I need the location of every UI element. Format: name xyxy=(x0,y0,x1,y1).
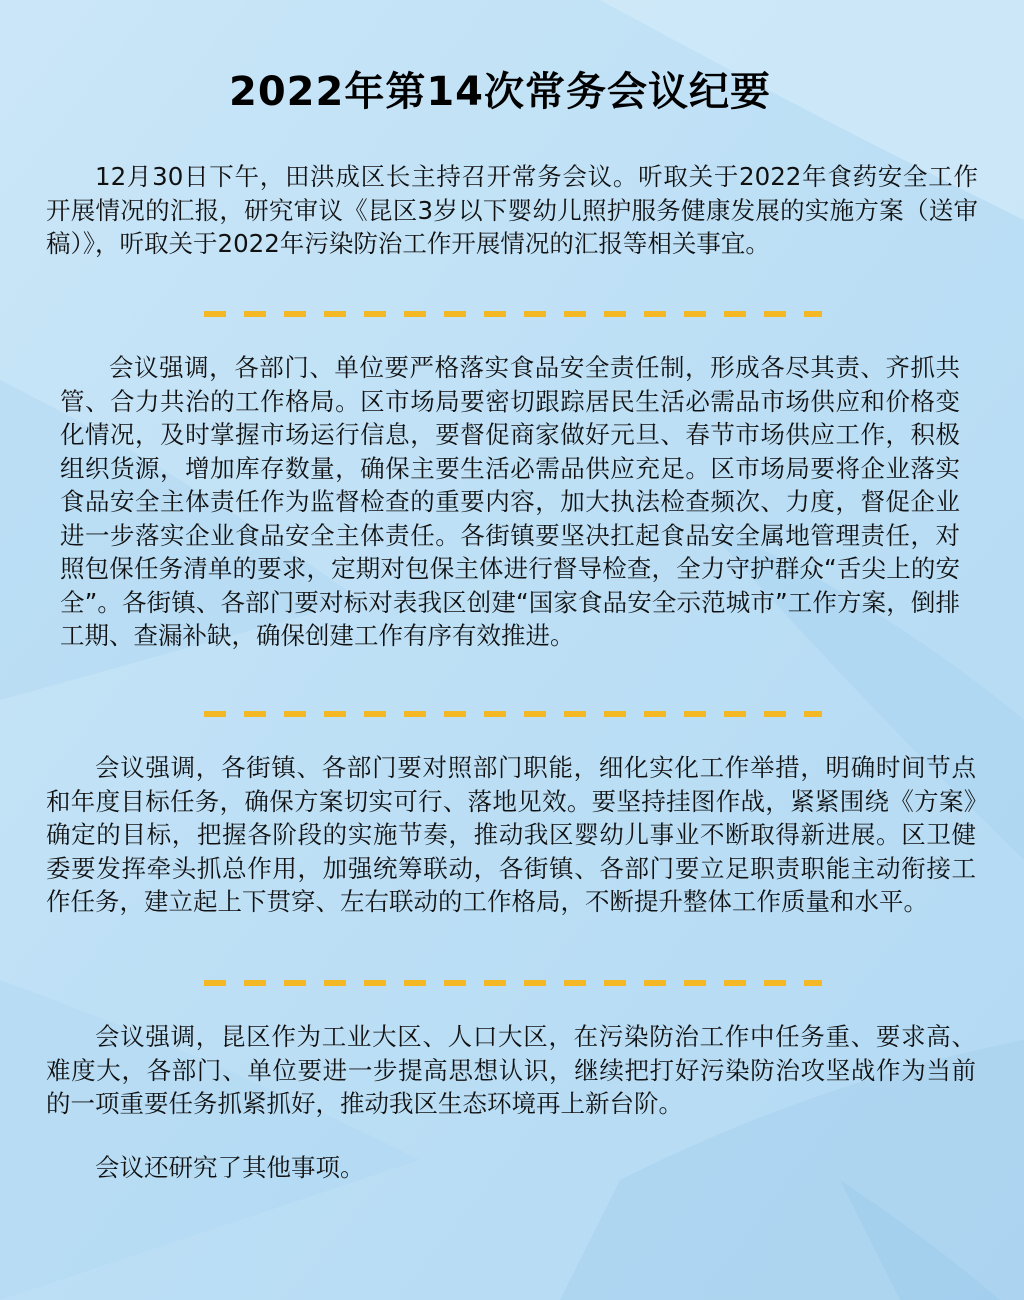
dashed-divider xyxy=(204,980,822,986)
paragraph-infant-care: 会议强调，各街镇、各部门要对照部门职能，细化实化工作举措，明确时间节点和年度目标任务，确保方案切实可行、落地见效。要坚持挂图作战，紧紧围绕《方案》确定的目标，把握各阶段的实施节奏，推动我区婴幼儿事业不断取得新进展。区卫健委要发挥牵头抓总作用，加强统筹联动，各街镇、各部门要立足职责职能主动衔接工作任务，建立起上下贯穿、左右联动的工作格局，不断提升整体工作质量和水平。 xyxy=(46,753,976,916)
paragraph-intro: 12月30日下午，田洪成区长主持召开常务会议。听取关于2022年食药安全工作开展情况的汇报，研究审议《昆区3岁以下婴幼儿照护服务健康发展的实施方案（送审稿）》，听取关于2022年污染防治工作开展情况的汇报等相关事宜。 xyxy=(46,162,978,258)
paragraph-pollution-control: 会议强调，昆区作为工业大区、人口大区，在污染防治工作中任务重、要求高、难度大，各部门、单位要进一步提高思想认识，继续把打好污染防治攻坚战作为当前的一项重要任务抓紧抓好，推动我区生态环境再上新台阶。 xyxy=(46,1022,976,1118)
dashed-divider xyxy=(204,311,822,317)
paragraph-other-matters: 会议还研究了其他事项。 xyxy=(95,1153,365,1182)
page-title: 2022年第14次常务会议纪要 xyxy=(229,69,771,115)
paragraph-food-safety: 会议强调，各部门、单位要严格落实食品安全责任制，形成各尽其责、齐抓共管、合力共治的工作格局。区市场局要密切跟踪居民生活必需品市场供应和价格变化情况，及时掌握市场运行信息，要督促商家做好元旦、春节市场供应工作，积极组织货源，增加库存数量，确保主要生活必需品供应充足。区市场局要将企业落实食品安全主体责任作为监督检查的重要内容，加大执法检查频次、力度，督促企业进一步落实企业食品安全主体责任。各街镇要坚决扛起食品安全属地管理责任，对照包保任务清单的要求，定期对包保主体进行督导检查，全力守护群众“舌尖上的安全”。各街镇、各部门要对标对表我区创建“国家食品安全示范城市”工作方案，倒排工期、查漏补缺，确保创建工作有序有效推进。 xyxy=(60,353,960,650)
dashed-divider xyxy=(204,711,822,717)
